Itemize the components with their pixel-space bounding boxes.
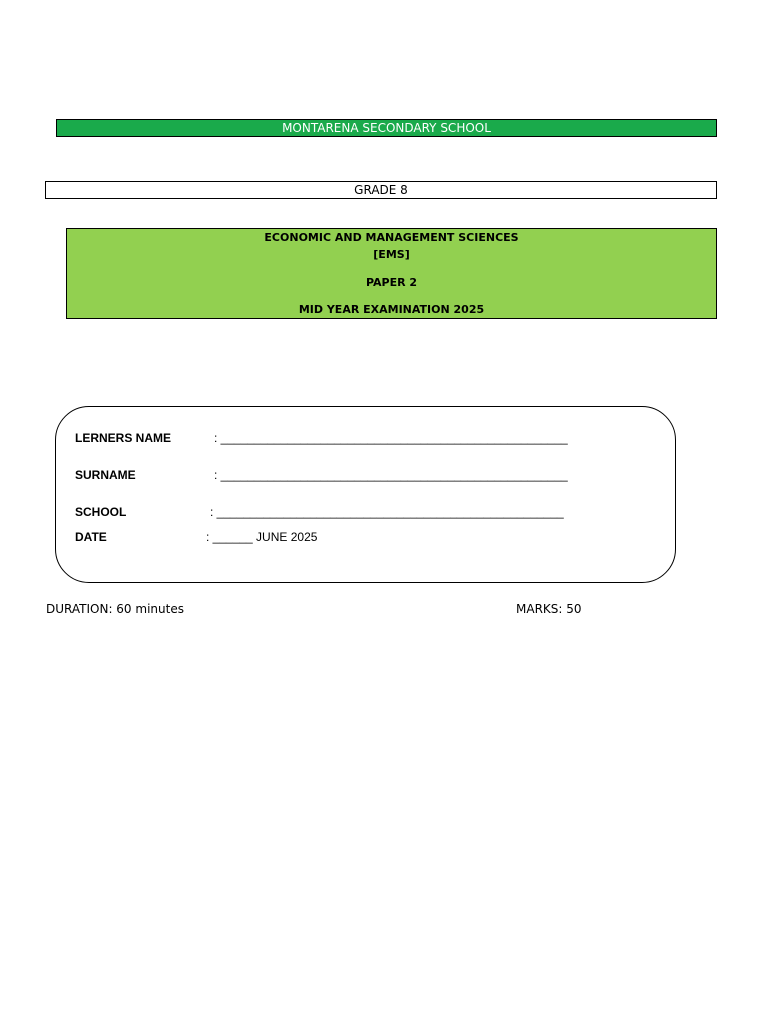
marks-text: MARKS: 50 (516, 602, 582, 616)
school-name-banner: MONTARENA SECONDARY SCHOOL (56, 119, 717, 137)
date-label: DATE (75, 530, 107, 544)
subject-title: ECONOMIC AND MANAGEMENT SCIENCES (264, 231, 519, 244)
grade-box: GRADE 8 (45, 181, 717, 199)
learner-name-label: LERNERS NAME (75, 431, 172, 445)
date-field[interactable]: : ______ JUNE 2025 (206, 530, 318, 544)
subject-box (66, 228, 717, 319)
learner-name-field[interactable]: : ____________________________________________________ (214, 431, 568, 445)
surname-label: SURNAME (75, 468, 136, 482)
school-field[interactable]: : ____________________________________________________ (210, 505, 564, 519)
paper-number: PAPER 2 (365, 276, 418, 289)
learner-details-card (55, 406, 676, 583)
exam-title: MID YEAR EXAMINATION 2025 (298, 303, 485, 316)
duration-text: DURATION: 60 minutes (46, 602, 184, 616)
surname-field[interactable]: : ____________________________________________________ (214, 468, 568, 482)
subject-abbreviation: [EMS] (373, 248, 410, 261)
school-label: SCHOOL (75, 505, 127, 519)
